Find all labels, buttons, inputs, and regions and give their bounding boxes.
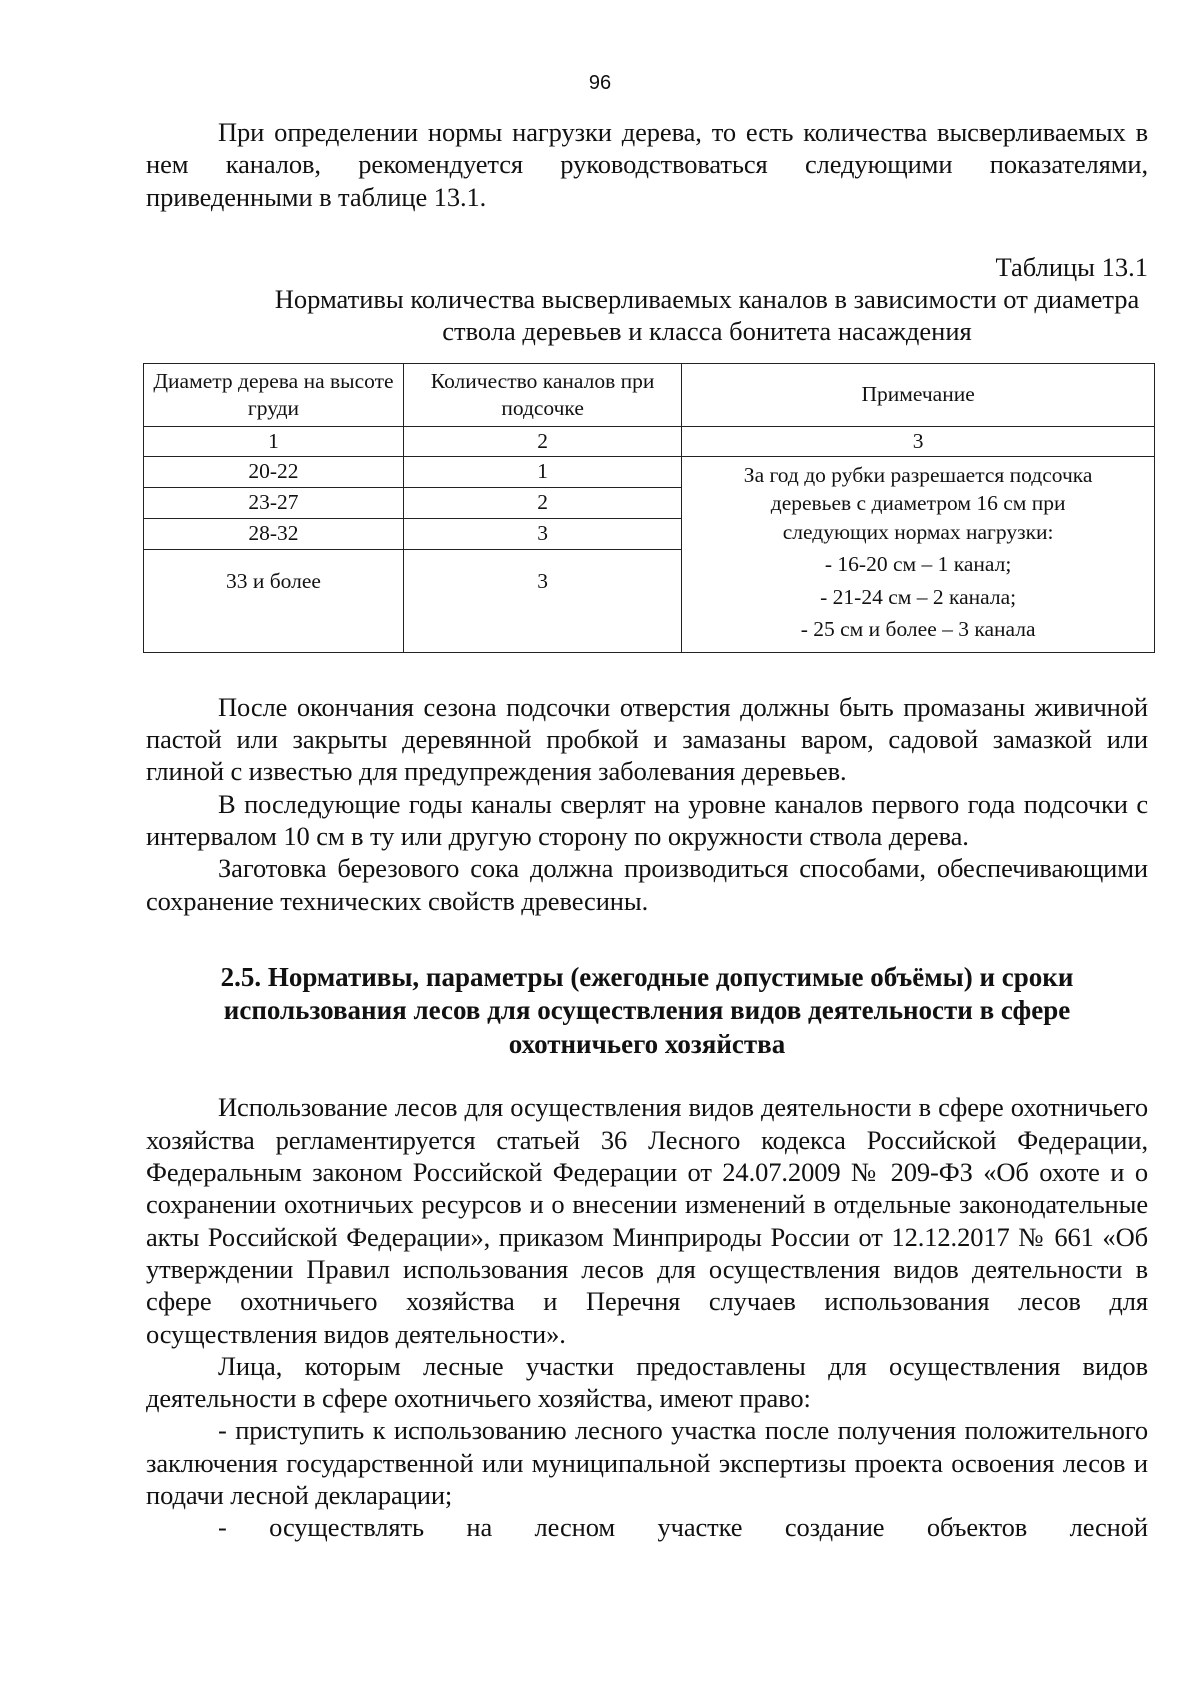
- channels-cell: 1: [403, 456, 681, 487]
- bullet-item: - приступить к использованию лесного участка после получения положительного заключения государственной или муниципальной экспертизы проекта освоения лесов и подачи лесной декларации;: [146, 1415, 1148, 1511]
- paragraph: Заготовка березового сока должна производиться способами, обеспечивающими сохранение технических свойств древесины.: [146, 853, 1148, 916]
- header-note: Примечание: [682, 363, 1155, 426]
- paragraph: Использование лесов для осуществления видов деятельности в сфере охотничьего хозяйства регламентируется статьей 36 Лесного кодекса Российской Федерации, Федеральным законом Российской Федерации от 24.07.2009 № 209-ФЗ «Об охоте и о сохранении охотничьих ресурсов и о внесении изменений в отдельные законодательные акты Российской Федерации», приказом Минприроды России от 12.12.2017 № 661 «Об утверждении Правил использования лесов для осуществления видов деятельности в сфере охотничьего хозяйства и Перечня случаев использования лесов для осуществления видов деятельности».: [146, 1092, 1148, 1349]
- diameter-cell: 28-32: [144, 518, 404, 549]
- diameter-cell: 23-27: [144, 487, 404, 518]
- table-row: [144, 456, 1155, 487]
- paragraph: В последующие годы каналы сверлят на уровне каналов первого года подсочки с интервалом 10 см в ту или другую сторону по окружности ствола дерева.: [146, 788, 1148, 852]
- page-number: 96: [588, 72, 612, 94]
- section-heading-line: использования лесов для осуществления видов деятельности в сфере: [223, 995, 1071, 1026]
- channels-cell: 3: [403, 518, 681, 549]
- table-title-line: ствола деревьев и класса бонитета насаждения: [442, 315, 972, 346]
- diameter-cell: 20-22: [144, 456, 404, 487]
- channels-cell: 3: [403, 549, 681, 652]
- table-title: [146, 283, 1148, 347]
- bullet-item: - осуществлять на лесном участке создание объектов лесной: [218, 1512, 1148, 1543]
- diameter-cell: 33 и более: [144, 549, 404, 652]
- section-body: [146, 1091, 1148, 1543]
- paragraph: После окончания сезона подсочки отверстия должны быть промазаны живичной пастой или закрыты деревянной пробкой и замазаны варом, садовой замазкой или глиной с известью для предупреждения заболевания деревьев.: [146, 691, 1148, 787]
- column-number: 3: [682, 426, 1155, 456]
- column-number-row: [144, 426, 1155, 456]
- note-line: - 21-24 см – 2 канала;: [820, 584, 1017, 609]
- norms-table: [143, 363, 1155, 653]
- table-header-row: [144, 363, 1155, 426]
- page-content: [146, 116, 1148, 1544]
- table-number: Таблицы 13.1: [995, 251, 1148, 282]
- channels-cell: 2: [403, 487, 681, 518]
- intro-paragraph: При определении нормы нагрузки дерева, то есть количества высверливаемых в нем каналов, рекомендуется руководствоваться следующими показателями, приведенными в таблице 13.1.: [146, 117, 1148, 212]
- post-table-text: [146, 691, 1148, 917]
- section-heading-line: охотничьего хозяйства: [508, 1028, 786, 1059]
- section-heading: [146, 961, 1148, 1062]
- column-number: 1: [144, 426, 404, 456]
- table-title-line: Нормативы количества высверливаемых каналов в зависимости от диаметра: [274, 283, 1140, 314]
- note-line: деревьев с диаметром 16 см при: [770, 491, 1066, 516]
- column-number: 2: [403, 426, 681, 456]
- paragraph: Лица, которым лесные участки предоставлены для осуществления видов деятельности в сфере охотничьего хозяйства, имеют право:: [146, 1350, 1148, 1414]
- note-line: - 16-20 см – 1 канал;: [824, 552, 1012, 577]
- note-line: За год до рубки разрешается подсочка: [743, 462, 1093, 487]
- header-channels: Количество каналов при подсочке: [403, 363, 681, 426]
- note-cell: [682, 456, 1155, 652]
- note-line: следующих нормах нагрузки:: [782, 519, 1054, 544]
- note-line: - 25 см и более – 3 канала: [800, 617, 1036, 642]
- section-heading-line: 2.5. Нормативы, параметры (ежегодные допустимые объёмы) и сроки: [220, 961, 1074, 992]
- header-diameter: Диаметр дерева на высоте груди: [144, 363, 404, 426]
